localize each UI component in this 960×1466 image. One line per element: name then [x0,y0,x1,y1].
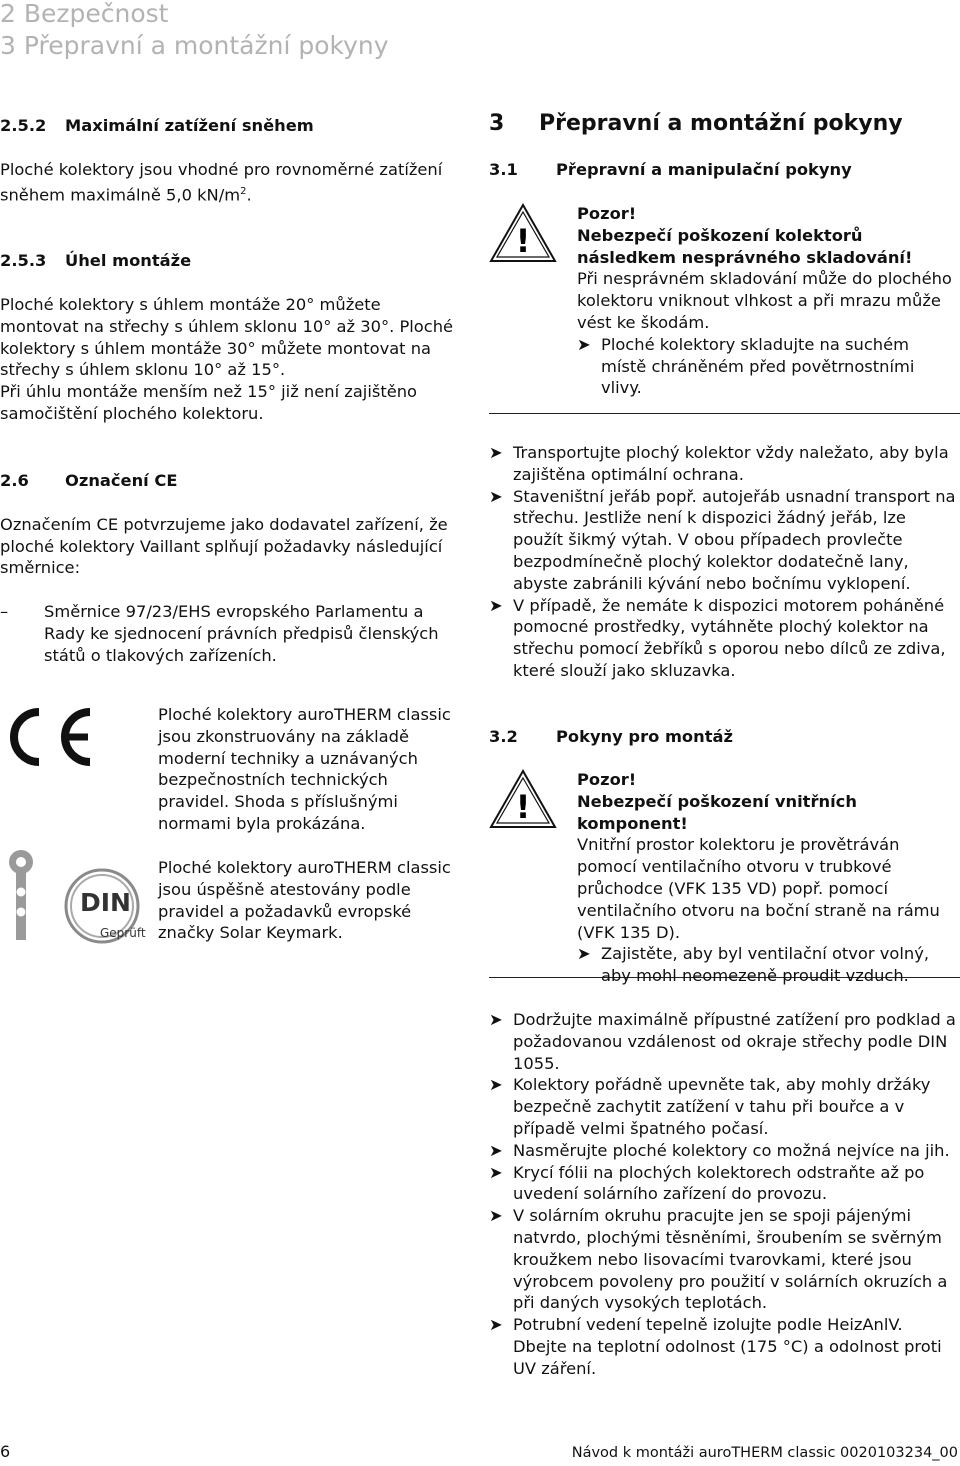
list-item: ➤ Staveništní jeřáb popř. autojeřáb usnadní transport na střechu. Jestliže není k dispozici žádný jeřáb, lze použít šikmý výtah. V obou případech provlečte bezpodmínečně plochý kolektor dodatečně lany, abyste zabránili kývání nebo bočnímu vyklopení. [489,486,956,593]
geprueft-logo-text: Geprüft [100,926,146,940]
list-item: ➤ V solárním okruhu pracujte jen se spoji pájenými natvrdo, plochými těsněními, šroubením se svěrným kroužkem nebo lisovacími tvarovkami, které jsou výrobcem povoleny pro použití v solárních okruzích a při daných vysokých teplotách. [489,1206,948,1313]
warning-label: Pozor! [577,204,637,223]
list-item: ➤ Transportujte plochý kolektor vždy naležato, aby byla zajištěna optimální ochrana. [489,443,949,484]
warning-label: Pozor! [577,770,637,789]
running-header-section: 3 Přepravní a montážní pokyny [0,31,389,60]
angle-paragraph-1: Ploché kolektory s úhlem montáže 20° můžete montovat na střechy s úhlem sklonu 10° až 30°. Ploché kolektory s úhlem montáže 30° můžete montovat na střechy s úhlem sklonu 10° až 15°. [0,295,454,380]
warning-instruction: ➤ Ploché kolektory skladujte na suchém místě chráněném před povětrnostními vlivy. [577,334,915,398]
left-column [0,115,460,667]
warning-box-components [489,769,960,986]
snow-load-paragraph: Ploché kolektory jsou vhodné pro rovnoměrné zatížení sněhem maximálně 5,0 $kN/m^2$. [0,160,443,205]
keymark-text: Ploché kolektory auroTHERM classic jsou úspěšně atestovány podle pravidel a požadavků evropské značky Solar Keymark. [158,858,451,943]
running-header-chapter: 2 Bezpečnost [0,0,169,28]
list-item: ➤ Dodržujte maximálně přípustné zatížení pro podklad a požadovanou vzdálenost od okraje střechy podle DIN 1055. [489,1010,956,1073]
ce-paragraph: Označením CE potvrzujeme jako dodavatel zařízení, že ploché kolektory Vaillant splňují požadavky následující směrnice: [0,514,448,578]
heading-3-1: 3.1 Přepravní a manipulační pokyny [489,160,852,179]
din-logo-text: DIN [80,888,131,917]
list-item: ➤ Krycí fólii na plochých kolektorech odstraňte až po uvedení solárního zařízení do provozu. [489,1162,925,1204]
directive-list-item: – Směrnice 97/23/EHS evropského Parlamentu a Rady ke sjednocení právních předpisů členských států o tlakových zařízeních. [0,602,439,665]
warning-triangle-icon [489,203,557,263]
heading-2-6: 2.6 Označení CE [0,470,178,490]
warning-text: Při nesprávném skladování může do plochého kolektoru vniknout vlhkost a při mrazu může vést ke škodám. [577,269,952,332]
ce-conformity-text: Ploché kolektory auroTHERM classic jsou zkonstruovány na základě moderní techniky a uznávaných bezpečnostních technických pravidel. Shoda s příslušnými normami byla prokázána. [158,705,451,833]
angle-paragraph-2: Při úhlu montáže menším než 15° již není zajištěno samočištění plochého kolektoru. [0,382,418,423]
list-item: ➤ V případě, že nemáte k dispozici motorem poháněné pomocné prostředky, vytáhněte plochý kolektor na střechu pomocí žebříků s oporou nebo dílců ze zdiva, které slouží jako skluzavka. [489,595,946,680]
warning-headline: Nebezpečí poškození vnitřních komponent! [577,791,857,833]
svg-text:!: ! [515,222,531,260]
warning-headline: Nebezpečí poškození kolektorů následkem nesprávného skladování! [577,225,913,267]
heading-3-2: 3.2 Pokyny pro montáž [489,727,733,746]
warning-instruction: ➤ Zajistěte, aby byl ventilační otvor volný, aby mohl neomezeně proudit vzduch. [577,944,930,986]
svg-text:!: ! [515,788,531,826]
warning-text: Vnitřní prostor kolektoru je provětráván pomocí ventilačního otvoru v trubkové průchodce (VFK 135 VD) popř. pomocí ventilačního otvoru na boční straně na rámu (VFK 135 D). [577,835,940,942]
mounting-list [489,1009,960,1380]
ce-mark-logo [8,706,92,768]
transport-list [489,442,960,682]
list-item: ➤ Potrubní vedení tepelně izolujte podle HeizAnlV. Dbejte na teplotní odolnost (175 °C) a odolnost proti UV záření. [489,1315,942,1378]
warning-triangle-icon [489,769,557,829]
heading-2-5-3: 2.5.3 Úhel montáže [0,251,192,271]
list-item: ➤ Nasměrujte ploché kolektory co možná nejvíce na jih. [489,1140,950,1160]
din-geprueft-logo [6,846,146,944]
list-item: ➤ Kolektory pořádně upevněte tak, aby mohly držáky bezpečně zachytit zatížení v tahu při bouřce a v případě velmi špatného počasí. [489,1075,931,1138]
chapter-3-title: 3 Přepravní a montážní pokyny [489,111,903,136]
document-footer: Návod k montáži auroTHERM classic 0020103234_00 [571,1445,958,1461]
heading-2-5-2: 2.5.2 Maximální zatížení sněhem [0,116,314,135]
warning-box-storage [489,203,960,414]
page-number: 6 [0,1442,11,1461]
